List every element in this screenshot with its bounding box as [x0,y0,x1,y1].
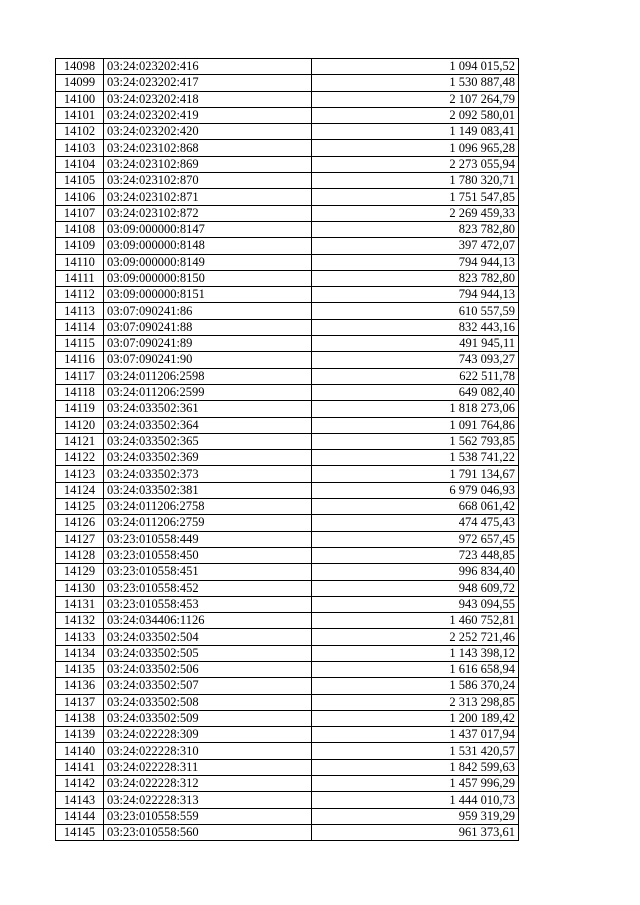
table-row [56,189,519,205]
cadastral-number-cell: 03:09:000000:8150 [104,270,312,286]
value-cell: 823 782,80 [312,221,519,237]
cadastral-number-cell: 03:24:033502:504 [104,629,312,645]
cadastral-number-cell: 03:23:010558:452 [104,580,312,596]
cadastral-number-cell: 03:24:033502:364 [104,417,312,433]
table-row [56,368,519,384]
row-number-cell: 14108 [56,221,104,237]
cadastral-number-cell: 03:24:023202:417 [104,75,312,91]
value-cell: 1 751 547,85 [312,189,519,205]
table-row [56,352,519,368]
table-row [56,629,519,645]
table-row [56,482,519,498]
table-row [56,384,519,400]
row-number-cell: 14107 [56,205,104,221]
value-cell: 6 979 046,93 [312,482,519,498]
table-row [56,564,519,580]
table-row [56,759,519,775]
value-cell: 610 557,59 [312,303,519,319]
table-row [56,776,519,792]
row-number-cell: 14139 [56,727,104,743]
value-cell: 961 373,61 [312,824,519,840]
cadastral-number-cell: 03:24:023202:418 [104,91,312,107]
cadastral-number-cell: 03:24:023102:872 [104,205,312,221]
table-row [56,547,519,563]
table-row [56,254,519,270]
table-row [56,808,519,824]
row-number-cell: 14134 [56,645,104,661]
cadastral-number-cell: 03:09:000000:8147 [104,221,312,237]
row-number-cell: 14101 [56,107,104,123]
value-cell: 1 094 015,52 [312,59,519,75]
table-row [56,531,519,547]
table-row [56,336,519,352]
value-cell: 1 586 370,24 [312,678,519,694]
cadastral-number-cell: 03:24:023102:870 [104,173,312,189]
row-number-cell: 14099 [56,75,104,91]
row-number-cell: 14109 [56,238,104,254]
table-row [56,515,519,531]
value-cell: 972 657,45 [312,531,519,547]
row-number-cell: 14137 [56,694,104,710]
value-cell: 1 091 764,86 [312,417,519,433]
row-number-cell: 14111 [56,270,104,286]
value-cell: 1 818 273,06 [312,401,519,417]
table-row [56,156,519,172]
table-row [56,59,519,75]
row-number-cell: 14122 [56,450,104,466]
cadastral-number-cell: 03:23:010558:453 [104,596,312,612]
row-number-cell: 14098 [56,59,104,75]
row-number-cell: 14121 [56,433,104,449]
value-cell: 1 791 134,67 [312,466,519,482]
cadastral-number-cell: 03:24:033502:369 [104,450,312,466]
row-number-cell: 14132 [56,613,104,629]
value-cell: 1 444 010,73 [312,792,519,808]
value-cell: 1 460 752,81 [312,613,519,629]
value-cell: 1 096 965,28 [312,140,519,156]
table-row [56,499,519,515]
value-cell: 1 143 398,12 [312,645,519,661]
value-cell: 1 531 420,57 [312,743,519,759]
value-cell: 794 944,13 [312,254,519,270]
row-number-cell: 14136 [56,678,104,694]
table-row [56,303,519,319]
table-row [56,270,519,286]
table-row [56,124,519,140]
cadastral-number-cell: 03:24:033502:509 [104,710,312,726]
cadastral-number-cell: 03:07:090241:88 [104,319,312,335]
value-cell: 1 457 996,29 [312,776,519,792]
table-row [56,173,519,189]
table-row [56,205,519,221]
value-cell: 622 511,78 [312,368,519,384]
value-cell: 1 616 658,94 [312,661,519,677]
cadastral-number-cell: 03:24:022228:313 [104,792,312,808]
value-cell: 2 107 264,79 [312,91,519,107]
cadastral-number-cell: 03:24:011206:2598 [104,368,312,384]
table-row [56,743,519,759]
value-cell: 743 093,27 [312,352,519,368]
table-row [56,792,519,808]
table-row [56,727,519,743]
cadastral-number-cell: 03:24:022228:310 [104,743,312,759]
cadastral-number-cell: 03:24:033502:373 [104,466,312,482]
cadastral-number-cell: 03:24:023102:869 [104,156,312,172]
cadastral-number-cell: 03:24:033502:506 [104,661,312,677]
cadastral-number-cell: 03:23:010558:450 [104,547,312,563]
row-number-cell: 14120 [56,417,104,433]
cadastral-number-cell: 03:24:023102:868 [104,140,312,156]
value-cell: 996 834,40 [312,564,519,580]
table-row [56,466,519,482]
value-cell: 1 780 320,71 [312,173,519,189]
table-row [56,613,519,629]
value-cell: 1 200 189,42 [312,710,519,726]
row-number-cell: 14106 [56,189,104,205]
value-cell: 794 944,13 [312,287,519,303]
value-cell: 649 082,40 [312,384,519,400]
table-row [56,107,519,123]
table-row [56,645,519,661]
cadastral-number-cell: 03:24:033502:505 [104,645,312,661]
row-number-cell: 14105 [56,173,104,189]
row-number-cell: 14126 [56,515,104,531]
table-row [56,140,519,156]
row-number-cell: 14116 [56,352,104,368]
value-cell: 2 252 721,46 [312,629,519,645]
table-row [56,694,519,710]
cadastral-number-cell: 03:07:090241:89 [104,336,312,352]
value-cell: 1 538 741,22 [312,450,519,466]
table-row [56,319,519,335]
cadastral-number-cell: 03:24:022228:311 [104,759,312,775]
cadastral-number-cell: 03:23:010558:449 [104,531,312,547]
cadastral-number-cell: 03:09:000000:8151 [104,287,312,303]
cadastral-number-cell: 03:09:000000:8148 [104,238,312,254]
value-cell: 943 094,55 [312,596,519,612]
row-number-cell: 14118 [56,384,104,400]
row-number-cell: 14141 [56,759,104,775]
cadastral-number-cell: 03:24:023102:871 [104,189,312,205]
cadastral-number-cell: 03:24:034406:1126 [104,613,312,629]
cadastral-number-cell: 03:24:033502:508 [104,694,312,710]
row-number-cell: 14140 [56,743,104,759]
row-number-cell: 14102 [56,124,104,140]
table-body [56,59,519,841]
value-cell: 397 472,07 [312,238,519,254]
row-number-cell: 14143 [56,792,104,808]
value-cell: 948 609,72 [312,580,519,596]
table-row [56,417,519,433]
cadastral-number-cell: 03:24:023202:416 [104,59,312,75]
row-number-cell: 14114 [56,319,104,335]
table-row [56,91,519,107]
row-number-cell: 14115 [56,336,104,352]
cadastral-number-cell: 03:24:023202:420 [104,124,312,140]
value-cell: 823 782,80 [312,270,519,286]
cadastral-number-cell: 03:24:023202:419 [104,107,312,123]
value-cell: 474 475,43 [312,515,519,531]
row-number-cell: 14113 [56,303,104,319]
row-number-cell: 14103 [56,140,104,156]
cadastral-number-cell: 03:24:033502:381 [104,482,312,498]
cadastral-number-cell: 03:24:022228:309 [104,727,312,743]
table-row [56,580,519,596]
row-number-cell: 14145 [56,824,104,840]
cadastral-number-cell: 03:07:090241:90 [104,352,312,368]
value-cell: 2 273 055,94 [312,156,519,172]
row-number-cell: 14144 [56,808,104,824]
table-row [56,238,519,254]
row-number-cell: 14131 [56,596,104,612]
table-row [56,401,519,417]
value-cell: 832 443,16 [312,319,519,335]
row-number-cell: 14138 [56,710,104,726]
value-cell: 1 842 599,63 [312,759,519,775]
row-number-cell: 14100 [56,91,104,107]
row-number-cell: 14133 [56,629,104,645]
value-cell: 2 313 298,85 [312,694,519,710]
cadastral-number-cell: 03:24:011206:2759 [104,515,312,531]
cadastral-number-cell: 03:24:011206:2599 [104,384,312,400]
value-cell: 1 530 887,48 [312,75,519,91]
value-cell: 2 092 580,01 [312,107,519,123]
cadastral-number-cell: 03:24:011206:2758 [104,499,312,515]
cadastral-number-cell: 03:24:022228:312 [104,776,312,792]
cadastral-number-cell: 03:24:033502:507 [104,678,312,694]
table-row [56,661,519,677]
cadastral-number-cell: 03:23:010558:559 [104,808,312,824]
table-row [56,710,519,726]
value-cell: 668 061,42 [312,499,519,515]
value-cell: 959 319,29 [312,808,519,824]
row-number-cell: 14123 [56,466,104,482]
value-cell: 2 269 459,33 [312,205,519,221]
row-number-cell: 14142 [56,776,104,792]
cadastral-number-cell: 03:24:033502:361 [104,401,312,417]
table-row [56,221,519,237]
value-cell: 491 945,11 [312,336,519,352]
row-number-cell: 14125 [56,499,104,515]
cadastral-number-cell: 03:24:033502:365 [104,433,312,449]
row-number-cell: 14112 [56,287,104,303]
value-cell: 723 448,85 [312,547,519,563]
table-row [56,287,519,303]
row-number-cell: 14117 [56,368,104,384]
table-row [56,433,519,449]
value-cell: 1 149 083,41 [312,124,519,140]
table-row [56,678,519,694]
value-cell: 1 437 017,94 [312,727,519,743]
cadastral-number-cell: 03:07:090241:86 [104,303,312,319]
row-number-cell: 14130 [56,580,104,596]
row-number-cell: 14110 [56,254,104,270]
table-row [56,824,519,840]
row-number-cell: 14104 [56,156,104,172]
value-cell: 1 562 793,85 [312,433,519,449]
cadastral-number-cell: 03:09:000000:8149 [104,254,312,270]
cadastral-number-cell: 03:23:010558:560 [104,824,312,840]
row-number-cell: 14127 [56,531,104,547]
row-number-cell: 14124 [56,482,104,498]
row-number-cell: 14128 [56,547,104,563]
row-number-cell: 14135 [56,661,104,677]
table-row [56,75,519,91]
cadastral-value-table [55,58,519,841]
table-row [56,596,519,612]
row-number-cell: 14129 [56,564,104,580]
table-row [56,450,519,466]
cadastral-number-cell: 03:23:010558:451 [104,564,312,580]
row-number-cell: 14119 [56,401,104,417]
